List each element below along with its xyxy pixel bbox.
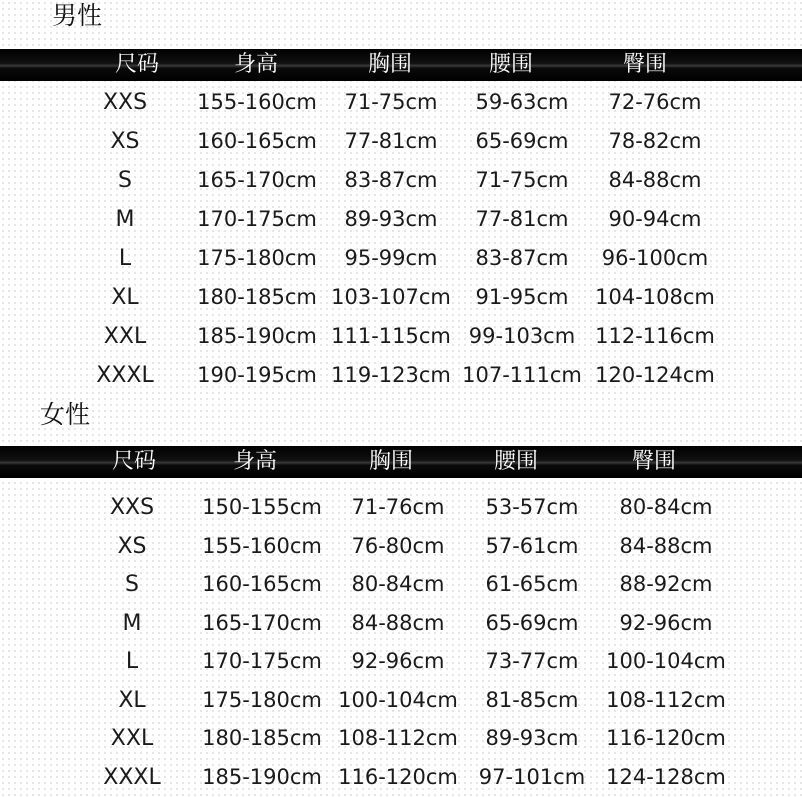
table-row: [0, 758, 802, 797]
cell-chest: 95-99cm: [344, 246, 438, 270]
cell-waist: 77-81cm: [475, 207, 569, 231]
header-height: 身高: [232, 449, 278, 474]
cell-chest: 103-107cm: [331, 285, 451, 309]
cell-chest: 76-80cm: [351, 533, 445, 558]
cell-waist: 97-101cm: [478, 764, 586, 789]
cell-height: 175-180cm: [202, 687, 322, 712]
table-row: [0, 122, 802, 161]
table-row: [0, 642, 802, 681]
cell-height: 165-170cm: [202, 610, 322, 635]
cell-hip: 100-104cm: [606, 649, 726, 673]
cell-size: XXS: [102, 90, 148, 115]
cell-chest: 77-81cm: [344, 129, 438, 153]
cell-size: M: [122, 610, 142, 636]
cell-size: XL: [118, 687, 146, 713]
cell-height: 170-175cm: [202, 649, 322, 673]
header-waist: 腰围: [488, 52, 534, 77]
cell-waist: 89-93cm: [485, 726, 579, 750]
cell-chest: 119-123cm: [331, 363, 451, 387]
cell-height: 150-155cm: [202, 495, 322, 519]
cell-hip: 120-124cm: [595, 363, 715, 387]
cell-waist: 57-61cm: [485, 533, 579, 558]
cell-waist: 53-57cm: [485, 495, 579, 519]
header-waist: 腰围: [493, 449, 539, 474]
cell-height: 180-185cm: [197, 285, 317, 309]
cell-waist: 91-95cm: [475, 285, 569, 309]
cell-hip: 108-112cm: [606, 687, 726, 712]
cell-hip: 88-92cm: [619, 572, 713, 596]
header-height: 身高: [233, 52, 279, 77]
cell-waist: 65-69cm: [475, 129, 569, 153]
table-row: [0, 681, 802, 720]
table-row: [0, 317, 802, 356]
header-size: 尺码: [114, 52, 160, 77]
cell-waist: 99-103cm: [468, 324, 576, 348]
cell-waist: 61-65cm: [485, 572, 579, 596]
table-row: [0, 200, 802, 239]
cell-size: XXL: [110, 726, 154, 751]
table-row: [0, 239, 802, 278]
header-chest: 胸围: [368, 449, 414, 474]
cell-hip: 72-76cm: [608, 90, 702, 114]
cell-waist: 73-77cm: [485, 649, 579, 673]
cell-chest: 89-93cm: [344, 207, 438, 231]
cell-waist: 83-87cm: [475, 246, 569, 270]
cell-height: 155-160cm: [197, 90, 317, 114]
cell-waist: 59-63cm: [475, 90, 569, 114]
size-table-women: [0, 488, 802, 796]
table-row: [0, 356, 802, 395]
cell-waist: 107-111cm: [462, 363, 582, 387]
cell-height: 175-180cm: [197, 246, 317, 270]
header-chest: 胸围: [367, 52, 413, 77]
table-row: [0, 565, 802, 604]
cell-chest: 92-96cm: [351, 649, 445, 673]
cell-waist: 71-75cm: [475, 168, 569, 192]
cell-height: 180-185cm: [202, 726, 322, 750]
cell-size: XXXL: [103, 764, 161, 790]
cell-chest: 116-120cm: [338, 764, 458, 789]
header-bar-men: [0, 49, 802, 81]
cell-height: 185-190cm: [197, 324, 317, 348]
cell-size: L: [118, 246, 132, 271]
cell-chest: 80-84cm: [351, 572, 445, 596]
cell-size: S: [125, 572, 139, 597]
cell-chest: 83-87cm: [344, 168, 438, 192]
cell-chest: 71-76cm: [351, 495, 445, 519]
table-row: [0, 604, 802, 643]
cell-size: XS: [117, 533, 147, 559]
cell-size: XXS: [109, 495, 155, 520]
cell-height: 190-195cm: [197, 363, 317, 387]
cell-hip: 116-120cm: [606, 726, 726, 750]
cell-chest: 84-88cm: [351, 610, 445, 635]
table-row: [0, 161, 802, 200]
cell-chest: 100-104cm: [338, 687, 458, 712]
cell-height: 160-165cm: [197, 129, 317, 153]
table-row: [0, 719, 802, 758]
cell-size: XXXL: [96, 363, 154, 388]
cell-size: S: [118, 168, 132, 193]
size-table-men: [0, 83, 802, 395]
cell-waist: 65-69cm: [485, 610, 579, 635]
cell-height: 185-190cm: [202, 764, 322, 789]
cell-chest: 108-112cm: [338, 726, 458, 750]
cell-hip: 92-96cm: [619, 610, 713, 635]
cell-size: XL: [111, 285, 139, 310]
cell-waist: 81-85cm: [485, 687, 579, 712]
cell-hip: 104-108cm: [595, 285, 715, 309]
cell-chest: 111-115cm: [331, 324, 451, 348]
cell-size: XXL: [103, 324, 147, 349]
cell-hip: 84-88cm: [619, 533, 713, 558]
section-title-men: 男性: [52, 1, 103, 30]
table-row: [0, 83, 802, 122]
cell-hip: 80-84cm: [619, 495, 713, 519]
cell-size: M: [115, 207, 135, 232]
section-title-women: 女性: [40, 400, 91, 429]
cell-chest: 71-75cm: [344, 90, 438, 114]
cell-hip: 112-116cm: [595, 324, 715, 348]
cell-height: 160-165cm: [202, 572, 322, 596]
cell-hip: 96-100cm: [601, 246, 709, 270]
header-hip: 臀围: [631, 449, 677, 474]
table-row: [0, 527, 802, 566]
cell-hip: 84-88cm: [608, 168, 702, 192]
header-hip: 臀围: [622, 52, 668, 77]
cell-height: 155-160cm: [202, 533, 322, 558]
table-row: [0, 278, 802, 317]
cell-size: XS: [110, 129, 140, 154]
cell-height: 170-175cm: [197, 207, 317, 231]
table-row: [0, 488, 802, 527]
cell-height: 165-170cm: [197, 168, 317, 192]
cell-size: L: [125, 649, 139, 674]
cell-hip: 78-82cm: [608, 129, 702, 153]
header-bar-women: [0, 446, 802, 478]
cell-hip: 90-94cm: [608, 207, 702, 231]
cell-hip: 124-128cm: [606, 764, 726, 789]
header-size: 尺码: [111, 449, 157, 474]
